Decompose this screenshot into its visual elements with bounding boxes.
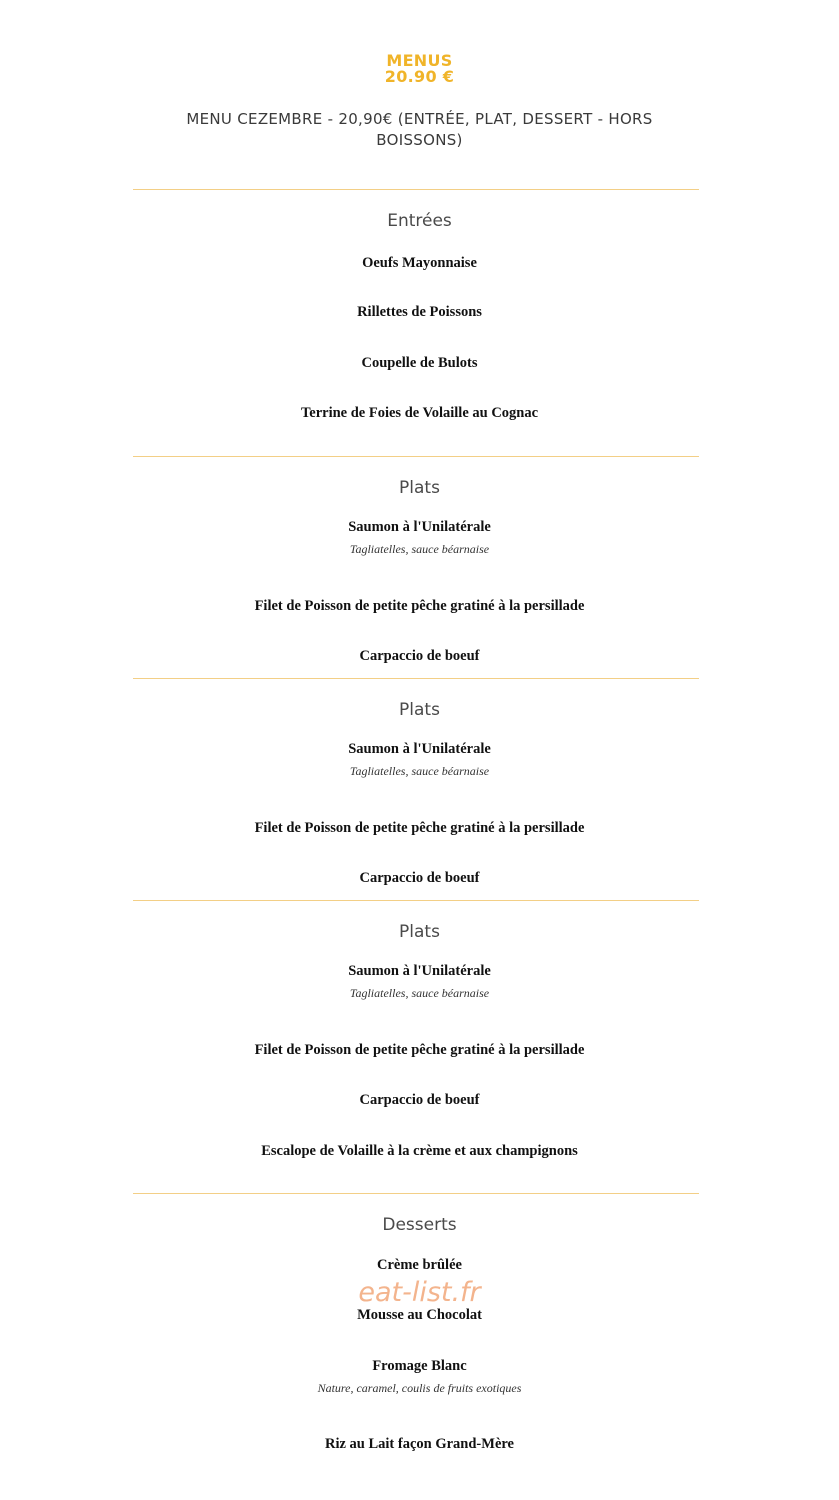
dish-name: Filet de Poisson de petite pêche gratiné à la persillade (254, 1042, 585, 1058)
dish-name: Fromage Blanc (372, 1358, 467, 1374)
watermark-text: eat-list.fr (358, 1277, 481, 1308)
section-heading-plats: Plats (399, 922, 440, 942)
section-heading-plats: Plats (399, 700, 440, 720)
dish-name: Riz au Lait façon Grand-Mère (324, 1436, 514, 1452)
dish-name: Carpaccio de boeuf (359, 648, 480, 664)
dish-description: Tagliatelles, sauce béarnaise (349, 542, 490, 556)
dish-name: Rillettes de Poissons (357, 304, 482, 320)
dish-description: Nature, caramel, coulis de fruits exotiques (317, 1381, 522, 1395)
dish-name: Filet de Poisson de petite pêche gratiné à la persillade (254, 820, 585, 836)
dish-name: Terrine de Foies de Volaille au Cognac (300, 405, 539, 421)
dish-name: Filet de Poisson de petite pêche gratiné à la persillade (254, 598, 585, 614)
section-divider (133, 456, 699, 457)
section-divider (133, 189, 699, 190)
menu-subtitle: MENU CEZEMBRE - 20,90€ (ENTRÉE, PLAT, DESSERT - HORS BOISSONS) (186, 110, 653, 149)
section-divider (133, 900, 699, 901)
section-heading-desserts: Desserts (382, 1215, 457, 1235)
dish-name: Carpaccio de boeuf (359, 870, 480, 886)
dish-name: Escalope de Volaille à la crème et aux champignons (261, 1143, 578, 1159)
dish-name: Saumon à l'Unilatérale (348, 519, 491, 535)
dish-name: Saumon à l'Unilatérale (348, 741, 491, 757)
dish-name: Mousse au Chocolat (357, 1307, 482, 1323)
section-divider (133, 1193, 699, 1194)
dish-description: Tagliatelles, sauce béarnaise (349, 764, 490, 778)
menu-price: 20.90 € (384, 67, 455, 86)
dish-name: Saumon à l'Unilatérale (348, 963, 491, 979)
dish-name: Oeufs Mayonnaise (362, 255, 477, 271)
section-heading-plats: Plats (399, 478, 440, 498)
dish-name: Carpaccio de boeuf (359, 1092, 480, 1108)
section-divider (133, 678, 699, 679)
section-heading-entrees: Entrées (387, 211, 452, 231)
dish-name: Coupelle de Bulots (361, 355, 478, 371)
dish-description: Tagliatelles, sauce béarnaise (349, 986, 490, 1000)
dish-name: Crème brûlée (377, 1257, 462, 1273)
menu-title: MENUS (386, 51, 453, 70)
